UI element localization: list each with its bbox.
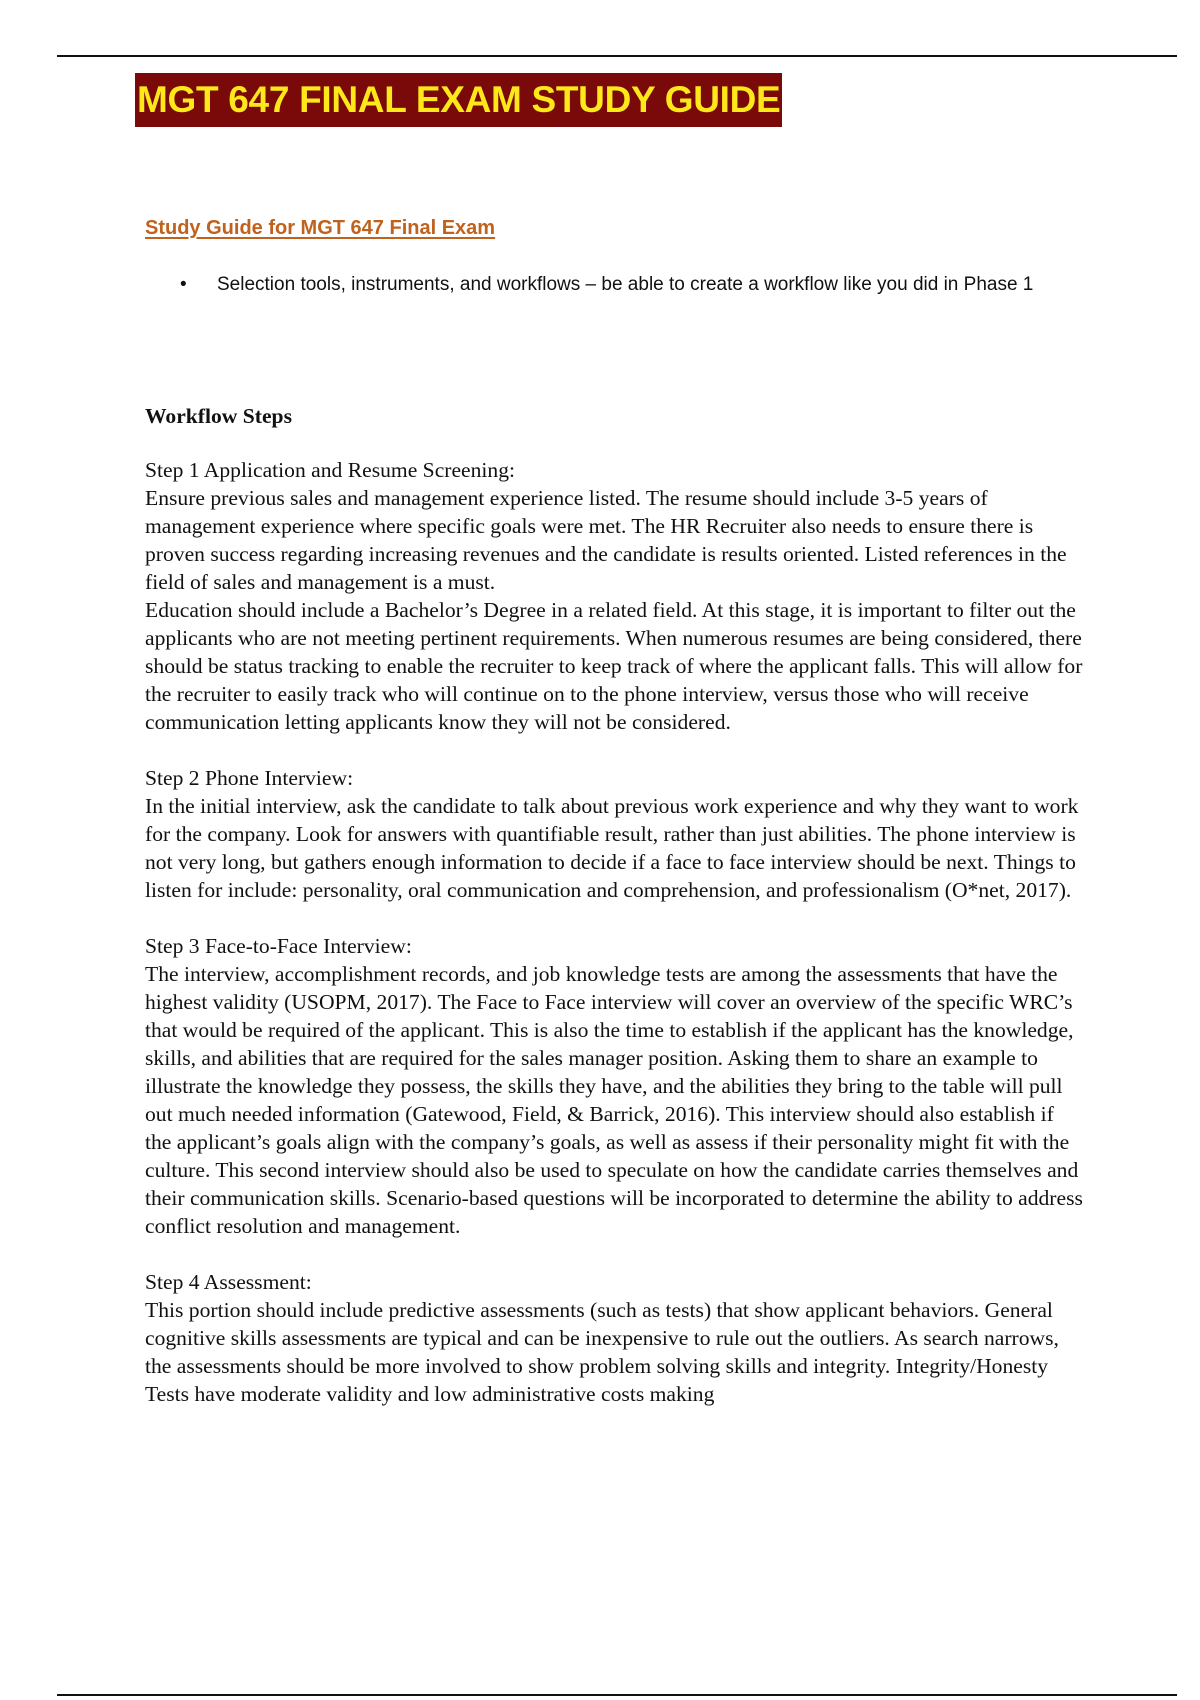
step-title: Step 2 Phone Interview:: [145, 766, 354, 790]
step-title: Step 4 Assessment:: [145, 1270, 312, 1294]
step-3: [145, 932, 1085, 1240]
document-title: MGT 647 FINAL EXAM STUDY GUIDE: [135, 73, 782, 127]
bullet-dot-icon: •: [180, 274, 187, 295]
step-1: [145, 456, 1085, 736]
step-body: This portion should include predictive assessments (such as tests) that show applicant behaviors. General cognitive skills assessments are typical and can be inexpensive to rule out the outliers. As search narrows, the assessments should be more involved to show problem solving skills and integrity. Integrity/Honesty Tests have moderate validity and low administrative costs making: [145, 1298, 1059, 1406]
bullet-item: [180, 269, 1080, 301]
step-2: [145, 764, 1085, 904]
section-heading: Workflow Steps: [145, 404, 292, 428]
top-rule: [57, 55, 1177, 57]
document-subtitle: Study Guide for MGT 647 Final Exam: [145, 217, 496, 239]
step-title: Step 3 Face-to-Face Interview:: [145, 934, 412, 958]
bullet-text: Selection tools, instruments, and workflows – be able to create a workflow like you did in Phase 1: [217, 274, 1034, 295]
step-title: Step 1 Application and Resume Screening:: [145, 458, 516, 482]
step-body: Ensure previous sales and management experience listed. The resume should include 3-5 years of management experience where specific goals were met. The HR Recruiter also needs to ensure there is proven success regarding increasing revenues and the candidate is results oriented. Listed references in the field of sales and management is a must.: [145, 486, 1067, 594]
step-body: The interview, accomplishment records, and job knowledge tests are among the assessments that have the highest validity (USOPM, 2017). The Face to Face interview will cover an overview of the specific WRC’s that would be required of the applicant. This is also the time to establish if the applicant has the knowledge, skills, and abilities that are required for the sales manager position. Asking them to share an example to illustrate the knowledge they possess, the skills they have, and the abilities they bring to the table will pull out much needed information (Gatewood, Field, & Barrick, 2016). This interview should also establish if the applicant’s goals align with the company’s goals, as well as assess if their personality might fit with the culture. This second interview should also be used to speculate on how the candidate carries themselves and their communication skills. Scenario-based questions will be incorporated to determine the ability to address conflict resolution and management.: [145, 962, 1083, 1238]
step-4: [145, 1268, 1085, 1408]
document-body: [145, 402, 1085, 1436]
step-body: In the initial interview, ask the candidate to talk about previous work experience and why they want to work for the company. Look for answers with quantifiable result, rather than just abilities. The phone interview is not very long, but gathers enough information to decide if a face to face interview should be next. Things to listen for include: personality, oral communication and comprehension, and professionalism (O*net, 2017).: [145, 794, 1079, 902]
step-body: Education should include a Bachelor’s Degree in a related field. At this stage, it is important to filter out the applicants who are not meeting pertinent requirements. When numerous resumes are being considered, there should be status tracking to enable the recruiter to keep track of where the applicant falls. This will allow for the recruiter to easily track who will continue on to the phone interview, versus those who will receive communication letting applicants know they will not be considered.: [145, 598, 1083, 734]
bottom-rule: [57, 1694, 1177, 1696]
